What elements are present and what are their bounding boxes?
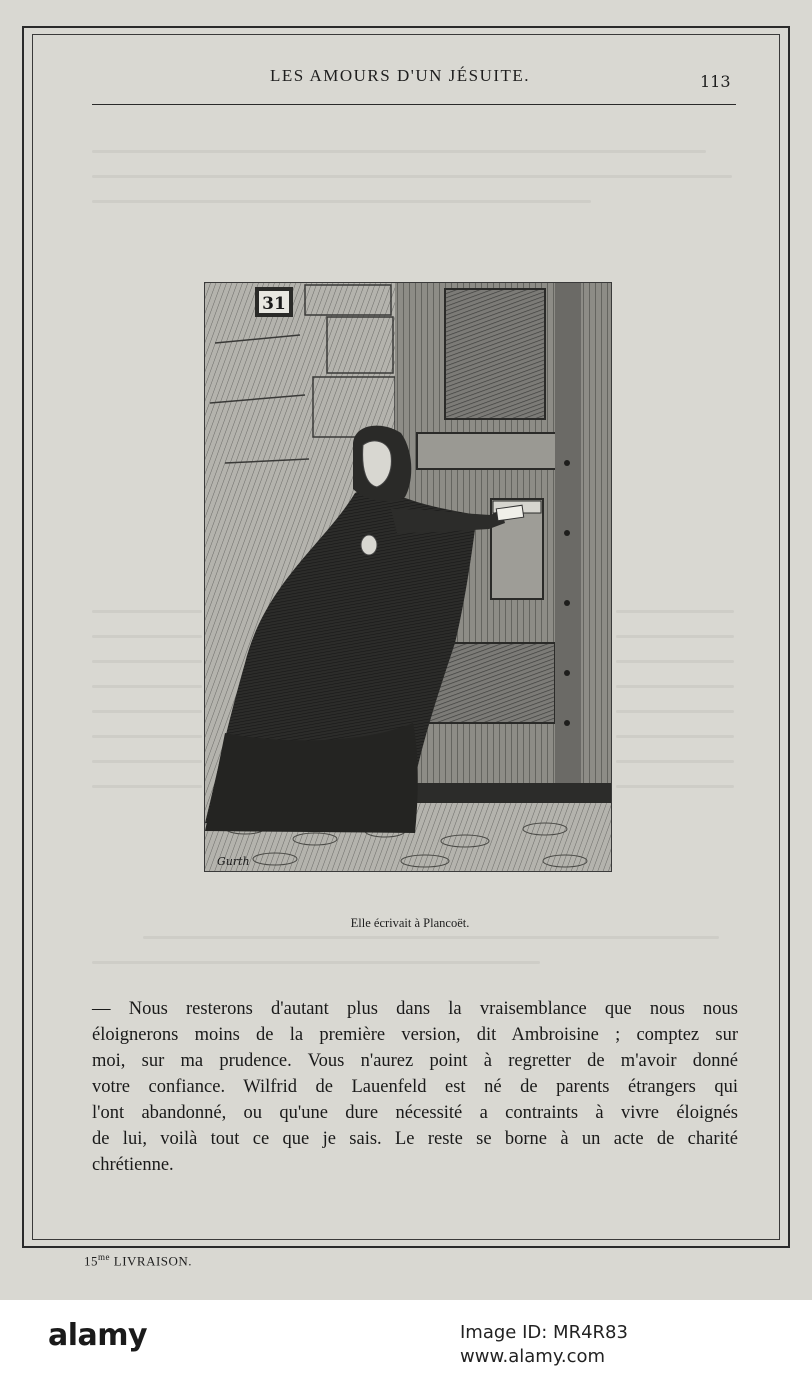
body-line: éloignerons moins de la première version, dit Ambroisine ; comptez sur (92, 1025, 738, 1045)
engraving-illustration (204, 282, 612, 872)
bleed-through-text (92, 150, 732, 268)
image-id-label: Image ID: MR4R83 (460, 1322, 628, 1343)
bleed-through-text-left (92, 610, 202, 810)
signature-superscript: me (98, 1252, 110, 1262)
alamy-logo: alamy (48, 1318, 148, 1353)
body-line: votre confiance. Wilfrid de Lauenfeld est né de parents étrangers qui (92, 1077, 738, 1097)
body-line: moi, sur ma prudence. Vous n'aurez point à regretter de m'avoir donné (92, 1051, 738, 1071)
illustration-caption: Elle écrivait à Plancoët. (350, 916, 470, 930)
bleed-through-text-lower (92, 936, 732, 986)
signature-number: 15 (84, 1253, 98, 1269)
bleed-through-text-right (616, 610, 734, 810)
body-line: l'ont abandonné, ou qu'une dure nécessité a contraints à vivre éloignés (92, 1103, 738, 1123)
house-number: 31 (262, 294, 286, 314)
signature-label: LIVRAISON. (113, 1253, 193, 1269)
watermark-url: www.alamy.com (460, 1346, 606, 1367)
page-number: 113 (700, 72, 731, 91)
body-line: — Nous resterons d'autant plus dans la vraisemblance que nous nous (92, 999, 738, 1019)
artist-signature: Gurth (217, 855, 250, 868)
printer-signature (84, 1252, 192, 1269)
body-line: de lui, voilà tout ce que je sais. Le reste se borne à un acte de charité (92, 1129, 738, 1149)
body-line: chrétienne. (92, 1155, 174, 1175)
body-paragraph (92, 996, 738, 1178)
running-header-title: LES AMOURS D'UN JÉSUITE. (269, 66, 531, 85)
header-rule (92, 104, 736, 105)
